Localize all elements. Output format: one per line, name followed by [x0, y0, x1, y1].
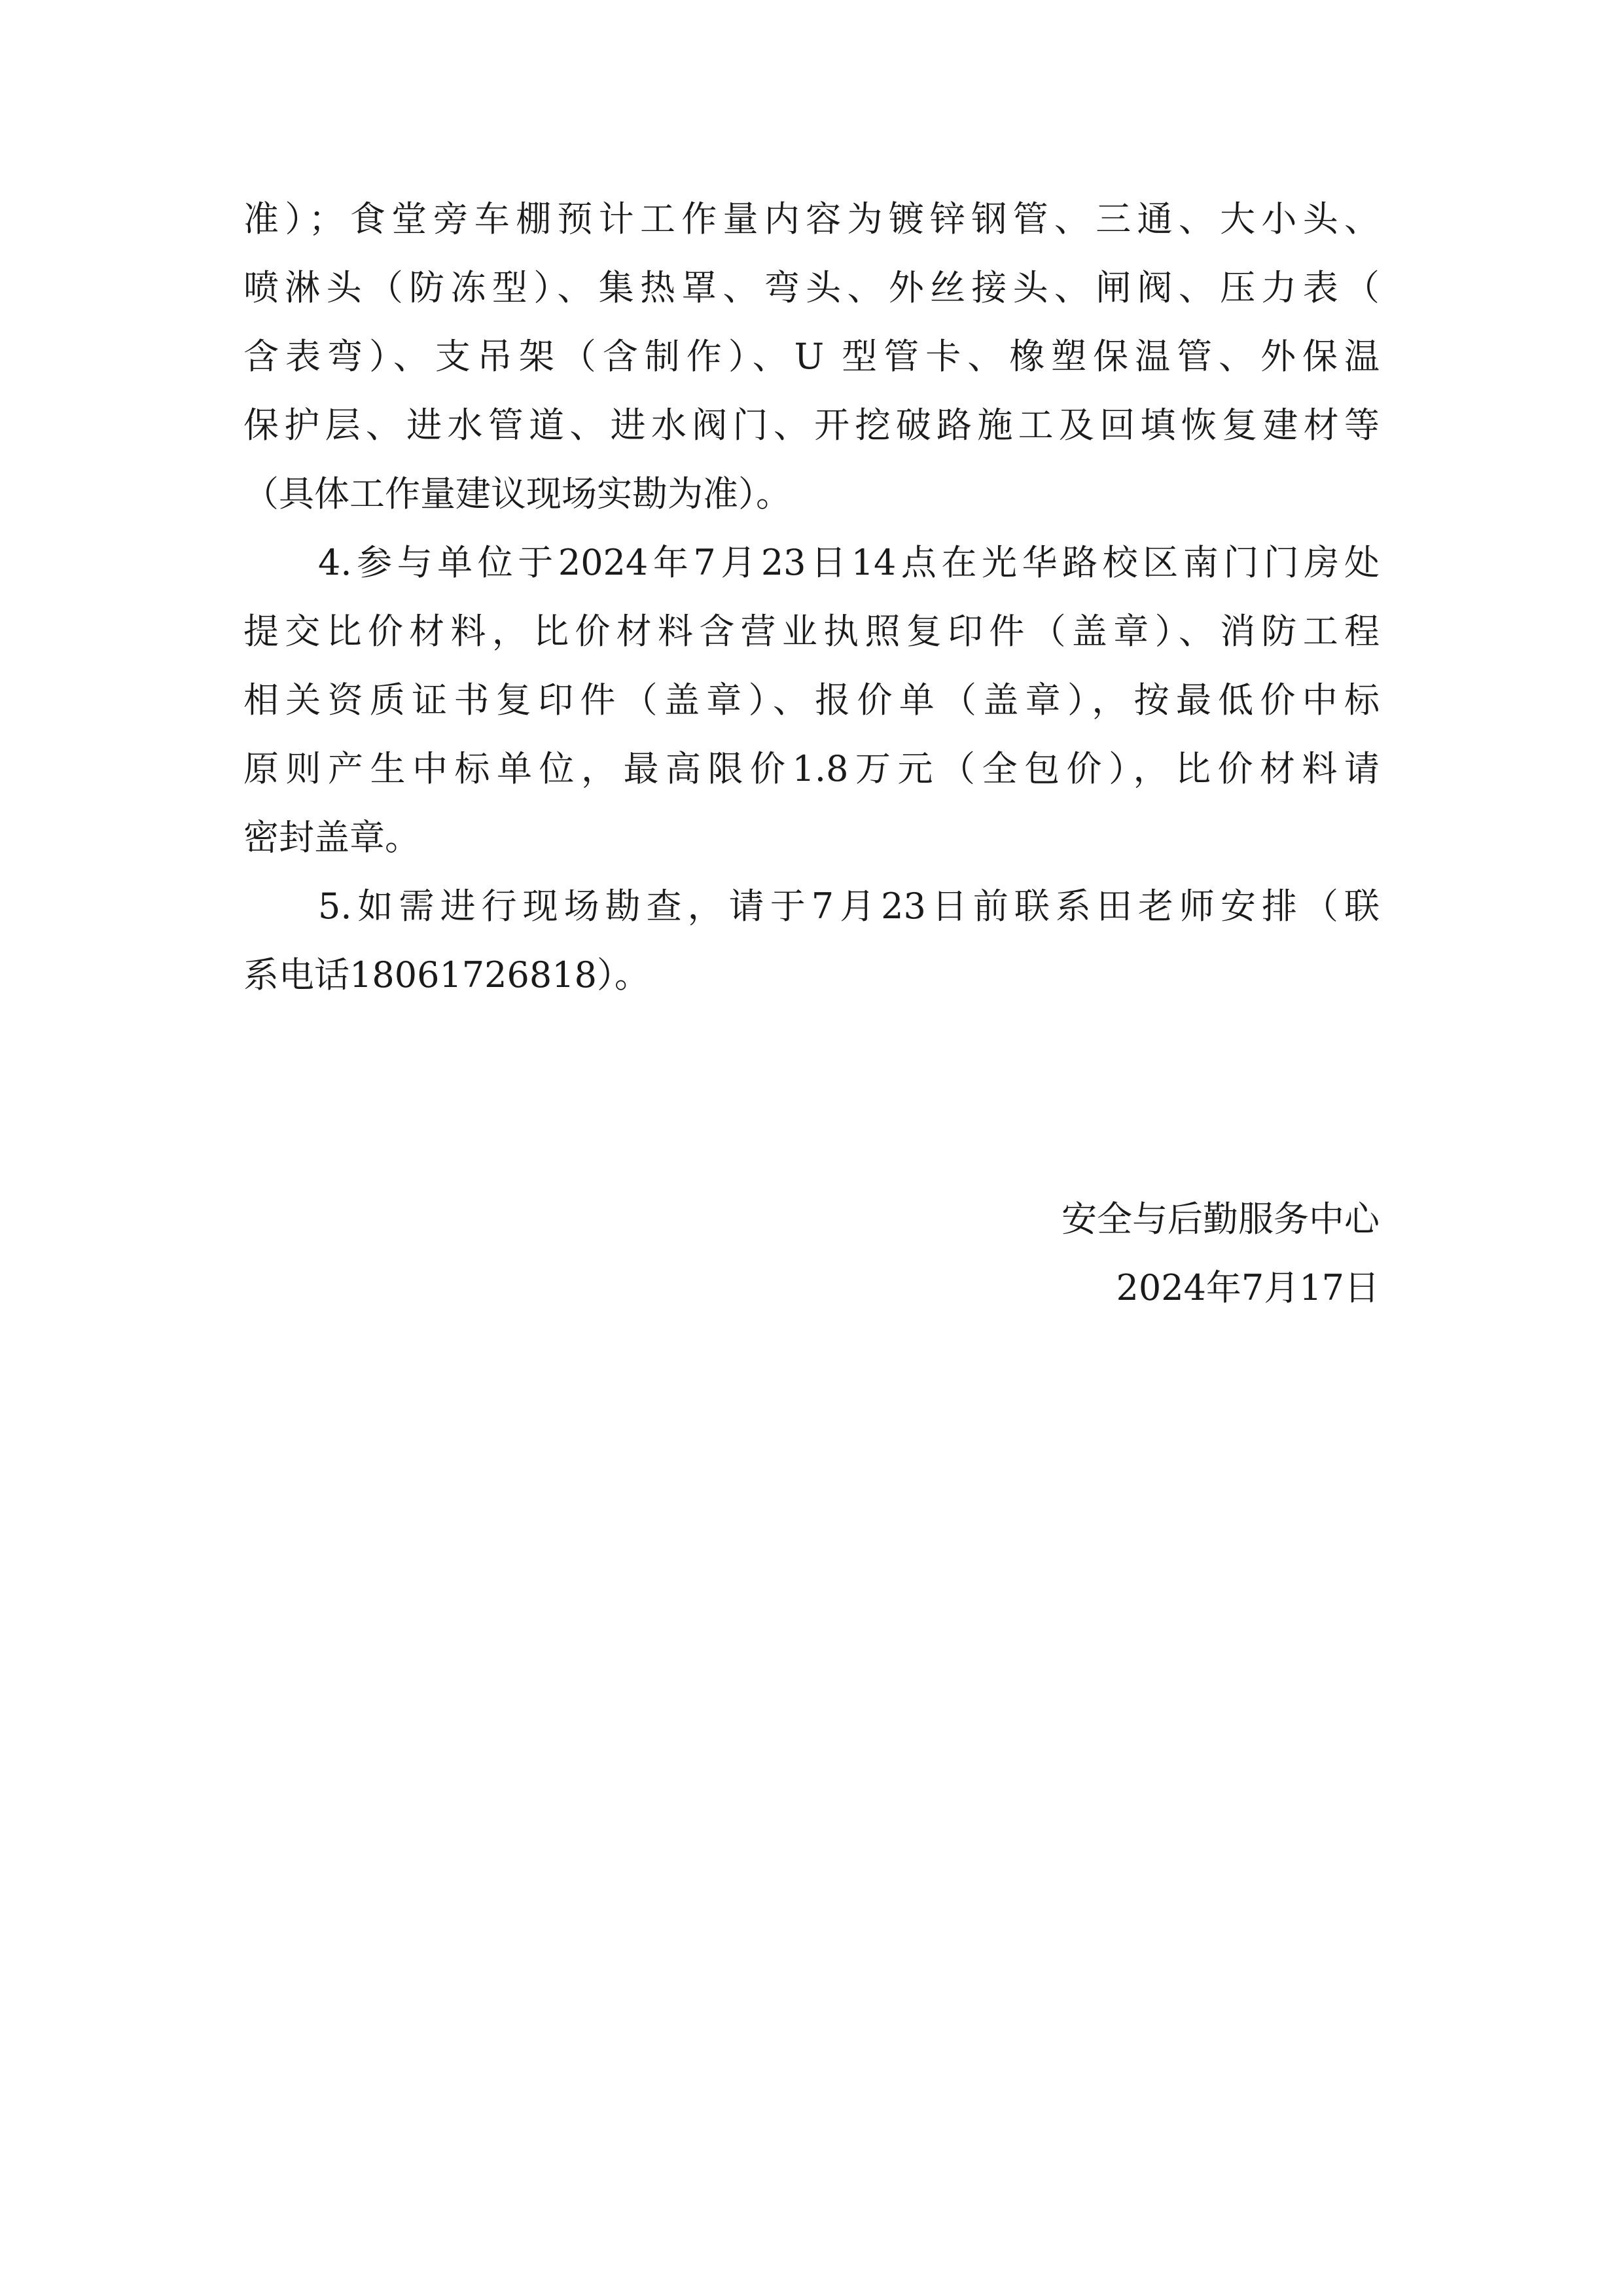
body-line: 密封盖章。 — [243, 817, 420, 858]
body-line: 含表弯）、支吊架（含制作）、U 型管卡、橡塑保温管、外保温 — [243, 336, 1380, 377]
paragraph-5-start: 5.如需进行现场勘查，请于7月23日前联系田老师安排（联 — [318, 886, 1380, 927]
body-line: 提交比价材料，比价材料含营业执照复印件（盖章）、消防工程 — [243, 611, 1380, 652]
document-body — [243, 185, 1380, 1009]
body-line: 保护层、进水管道、进水阀门、开挖破路施工及回填恢复建材等 — [243, 404, 1380, 446]
signature-date: 2024年7月17日 — [1116, 1267, 1380, 1308]
paragraph-4-start: 4.参与单位于2024年7月23日14点在光华路校区南门门房处 — [318, 542, 1380, 583]
body-line: 喷淋头（防冻型）、集热罩、弯头、外丝接头、闸阀、压力表（ — [243, 267, 1380, 308]
body-line: 准）；食堂旁车棚预计工作量内容为镀锌钢管、三通、大小头、 — [243, 198, 1380, 240]
signature-block — [1061, 1185, 1380, 1322]
signature-organization: 安全与后勤服务中心 — [1061, 1198, 1380, 1240]
body-line: 系电话18061726818）。 — [243, 954, 650, 996]
body-line: 相关资质证书复印件（盖章）、报价单（盖章），按最低价中标 — [243, 679, 1380, 721]
body-line: （具体工作量建议现场实勘为准）。 — [243, 473, 791, 514]
body-line: 原则产生中标单位，最高限价1.8万元（全包价），比价材料请 — [243, 748, 1380, 789]
